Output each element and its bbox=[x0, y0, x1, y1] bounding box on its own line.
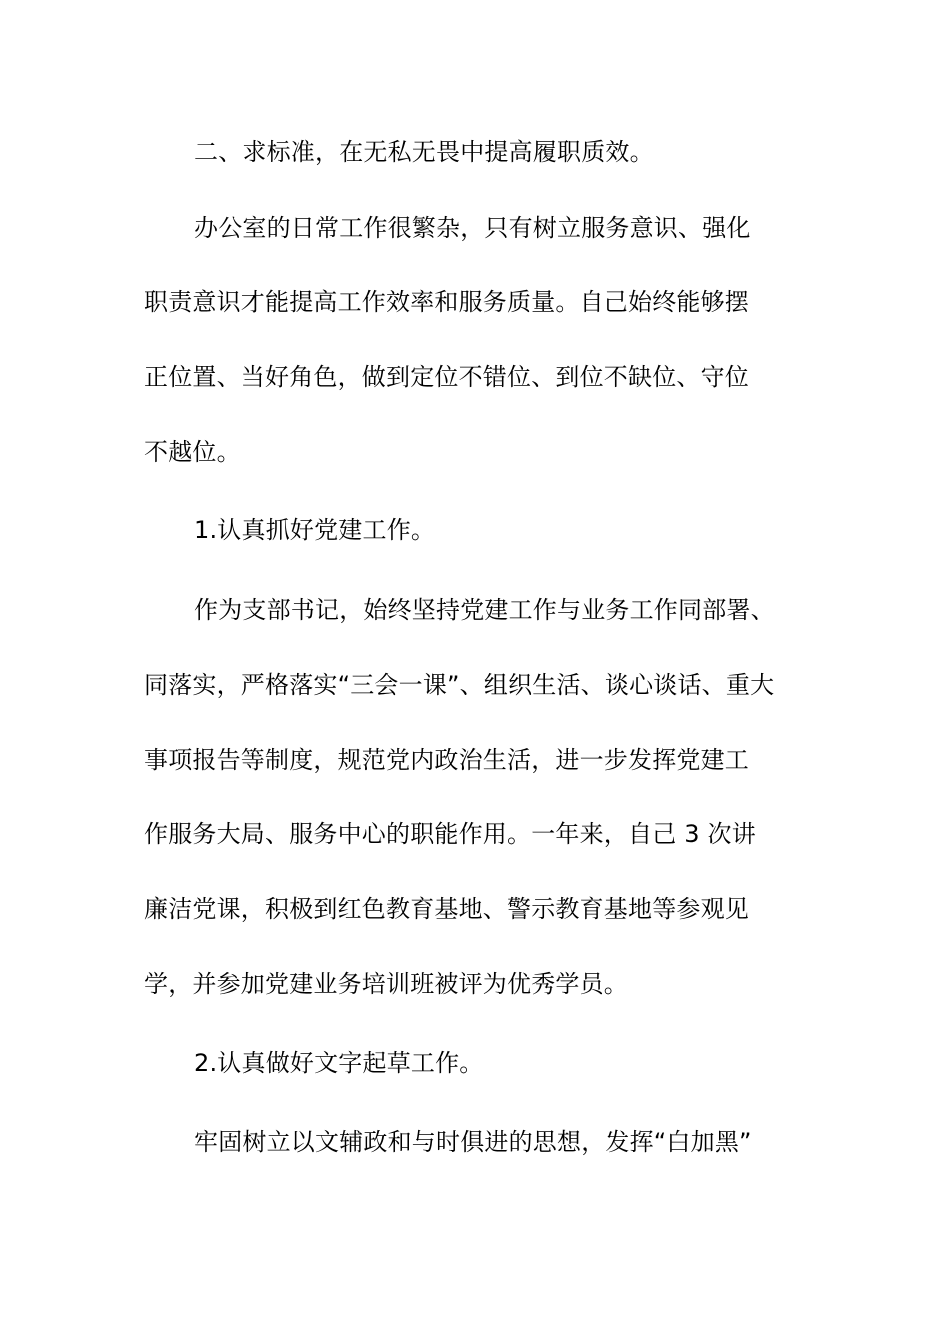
paragraph-line: 职责意识才能提高工作效率和服务质量。自己始终能够摆 bbox=[144, 288, 749, 316]
section-heading: 二、求标准，在无私无畏中提高履职质效。 bbox=[194, 138, 654, 166]
paragraph-line: 学，并参加党建业务培训班被评为优秀学员。 bbox=[144, 970, 628, 998]
paragraph-line: 事项报告等制度，规范党内政治生活，进一步发挥党建工 bbox=[144, 746, 749, 774]
paragraph-line: 正位置、当好角色，做到定位不错位、到位不缺位、守位 bbox=[144, 363, 749, 391]
subsection-heading: 1.认真抓好党建工作。 bbox=[194, 516, 436, 544]
paragraph-line: 廉洁党课，积极到红色教育基地、警示教育基地等参观见 bbox=[144, 895, 749, 923]
paragraph-line: 不越位。 bbox=[144, 438, 241, 466]
paragraph-line: 作服务大局、服务中心的职能作用。一年来，自己 3 次讲 bbox=[144, 820, 756, 848]
paragraph-line: 同落实，严格落实“三会一课”、组织生活、谈心谈话、重大 bbox=[144, 671, 775, 699]
paragraph-line: 办公室的日常工作很繁杂，只有树立服务意识、强化 bbox=[194, 214, 751, 242]
subsection-heading: 2.认真做好文字起草工作。 bbox=[194, 1049, 484, 1077]
paragraph-line: 作为支部书记，始终坚持党建工作与业务工作同部署、 bbox=[194, 596, 775, 624]
paragraph-line: 牢固树立以文辅政和与时俱进的思想，发挥“白加黑” bbox=[194, 1128, 752, 1156]
